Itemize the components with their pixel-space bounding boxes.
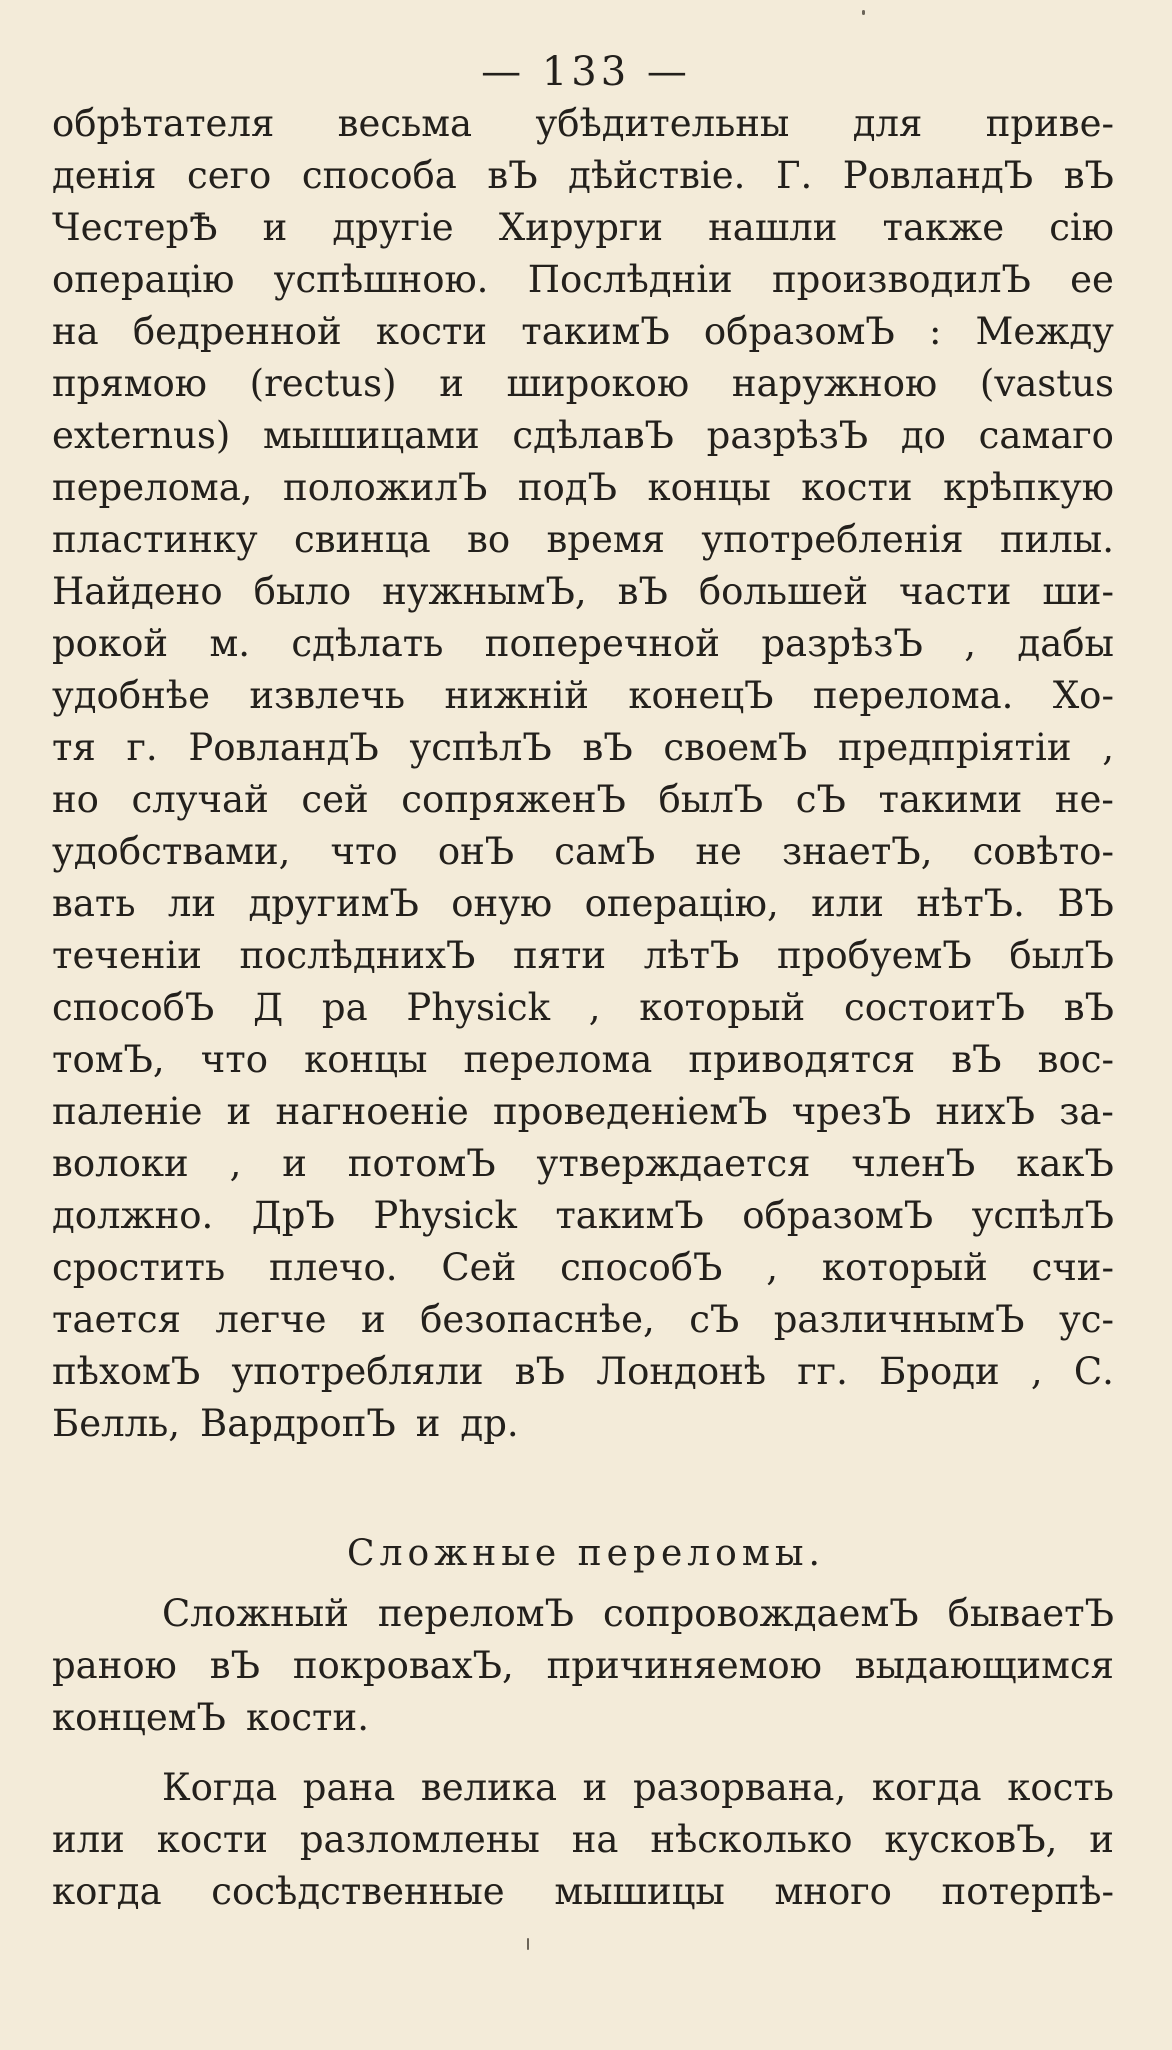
text-line (52, 1866, 1114, 1918)
word: : (928, 310, 942, 353)
word: денія (52, 154, 157, 197)
text-line (52, 514, 1114, 566)
word: было (253, 570, 352, 613)
word: совѣто- (972, 830, 1114, 873)
word: вЪ (514, 1350, 566, 1393)
word: мышицы (554, 1870, 725, 1913)
word: ли (167, 882, 217, 925)
word: конецЪ (628, 674, 774, 717)
word: Когда (162, 1766, 278, 1809)
word: свинца (293, 518, 431, 561)
word: пѣхомЪ (52, 1350, 201, 1393)
word: , (1102, 726, 1114, 769)
word: кусковЪ, (884, 1818, 1058, 1861)
word: самаго (978, 414, 1114, 457)
word: концы (647, 466, 771, 509)
word: вЪ (1063, 986, 1114, 1029)
text-line (52, 670, 1114, 722)
word: Д (253, 986, 284, 1029)
word: что (330, 830, 398, 873)
word: , (229, 1142, 242, 1185)
word: С. (1073, 1350, 1114, 1393)
word: время (546, 518, 666, 561)
text-line (52, 878, 1114, 930)
word: разорвана, (632, 1766, 847, 1809)
word: своемЪ (663, 726, 808, 769)
word: Лондонѣ (596, 1350, 767, 1393)
word: ЧестерѢ (52, 206, 218, 249)
word: волоки (52, 1142, 189, 1185)
word: ВЪ (1057, 882, 1114, 925)
word: такими (878, 778, 1023, 821)
word: кость (1007, 1766, 1114, 1809)
word: сЪ (795, 778, 846, 821)
word: ус- (1059, 1298, 1114, 1341)
text-line (52, 1190, 1114, 1242)
word: удобствами, (52, 830, 291, 873)
word: кости. (245, 1696, 369, 1739)
word: который (821, 1246, 988, 1289)
word: раною (52, 1644, 177, 1687)
word: наружною (731, 362, 938, 405)
page-number: — 133 — (481, 49, 691, 95)
word: и (262, 206, 288, 249)
word: образомЪ (703, 310, 895, 353)
text-line (52, 930, 1114, 982)
word: вЪ (582, 726, 633, 769)
word: счи- (1031, 1246, 1114, 1289)
word: части (899, 570, 1012, 613)
word: во (467, 518, 511, 561)
word: оную (451, 882, 553, 925)
word: Physick (373, 1194, 517, 1237)
word: РовландЪ (842, 154, 1034, 197)
word: легче (215, 1298, 327, 1341)
word: различнымЪ (773, 1298, 1025, 1341)
text-line (52, 150, 1114, 202)
word: прямою (52, 362, 207, 405)
word: сего (187, 154, 272, 197)
word: сопряженЪ (401, 778, 626, 821)
word: и (439, 362, 464, 405)
word: сію (1049, 206, 1114, 249)
word: перелома. (812, 674, 1014, 717)
text-line (52, 826, 1114, 878)
word: состоитЪ (843, 986, 1025, 1029)
word: для (852, 102, 923, 145)
word: вЪ (487, 154, 538, 197)
word: послѣднихЪ (239, 934, 476, 977)
word: вЪ (209, 1644, 260, 1687)
print-speck (527, 1938, 529, 1950)
word: выдающимся (854, 1644, 1114, 1687)
word: Броди (879, 1350, 1000, 1393)
word: дабы (1017, 622, 1114, 665)
word: много (774, 1870, 892, 1913)
text-line (52, 566, 1114, 618)
word: пробуемЪ (777, 934, 972, 977)
word: др. (460, 1402, 519, 1445)
text-line (52, 1398, 1114, 1450)
word: весьма (337, 102, 473, 145)
text-line (52, 1346, 1114, 1398)
word: (rectus) (249, 362, 397, 405)
word: убѣдительны (535, 102, 790, 145)
word: образомЪ (742, 1194, 934, 1237)
word: что (200, 1038, 269, 1081)
word: кости (375, 310, 488, 353)
word: Г. (775, 154, 813, 197)
word: Между (975, 310, 1114, 353)
word: но (52, 778, 99, 821)
word: Physick (406, 986, 551, 1029)
word: и (415, 1402, 441, 1445)
text-line (52, 1762, 1114, 1814)
word: тается (52, 1298, 181, 1341)
text-line (52, 358, 1114, 410)
word: широкою (506, 362, 690, 405)
word: до (900, 414, 946, 457)
word: г. (126, 726, 158, 769)
word: РовландЪ (188, 726, 379, 769)
word: нихЪ (935, 1090, 1036, 1133)
word: кости (801, 466, 913, 509)
text-line (52, 1242, 1114, 1294)
word: случай (131, 778, 269, 821)
word: предпріятіи (838, 726, 1072, 769)
word: также (882, 206, 1005, 249)
word: Сей (441, 1246, 517, 1289)
word: не (695, 830, 742, 873)
word: безопаснѣе, (420, 1298, 655, 1341)
word: велика (420, 1766, 557, 1809)
print-speck (862, 10, 865, 15)
word: употребляли (231, 1350, 484, 1393)
text-line (52, 1294, 1114, 1346)
word: сдѣлать (291, 622, 444, 665)
text-line (52, 1034, 1114, 1086)
word: Найдено (52, 570, 223, 613)
word: на (571, 1818, 619, 1861)
word: подЪ (517, 466, 617, 509)
word: перелома, (52, 466, 253, 509)
word: , (766, 1246, 778, 1289)
word: ДрЪ (251, 1194, 335, 1237)
word: сростить (52, 1246, 226, 1289)
word: Послѣдніи (527, 258, 733, 301)
section-heading: Сложные переломы. (347, 1533, 825, 1574)
text-line (52, 202, 1114, 254)
word: вать (52, 882, 136, 925)
word: , (1030, 1350, 1043, 1393)
word: Хо- (1052, 674, 1114, 717)
word: разрѣзЪ (706, 414, 869, 457)
word: сЪ (689, 1298, 740, 1341)
word: потерпѣ- (941, 1870, 1114, 1913)
word: способЪ (52, 986, 215, 1029)
word: такимЪ (521, 310, 670, 353)
word: успѣлЪ (971, 1194, 1114, 1237)
word: перелома (463, 1038, 653, 1081)
word: паленіе (52, 1090, 203, 1133)
text-line (52, 1640, 1114, 1692)
text-line (52, 462, 1114, 514)
word: приводятся (688, 1038, 916, 1081)
word: операцію, (584, 882, 779, 925)
word: мышицами (263, 414, 480, 457)
word: когда (871, 1766, 982, 1809)
word: самЪ (554, 830, 656, 873)
word: вЪ (951, 1038, 1002, 1081)
word: лѣтЪ (643, 934, 740, 977)
word: и (226, 1090, 252, 1133)
word: нужнымЪ, (382, 570, 587, 613)
word: положилЪ (283, 466, 488, 509)
word: поперечной (484, 622, 720, 665)
word: нижній (444, 674, 589, 717)
word: и (360, 1298, 386, 1341)
word: потомЪ (347, 1142, 496, 1185)
word: переломЪ (377, 1592, 574, 1635)
word: бедренной (132, 310, 342, 353)
word: пилы. (999, 518, 1114, 561)
word: какЪ (1016, 1142, 1114, 1185)
word: когда (52, 1870, 162, 1913)
word: , (588, 986, 601, 1029)
word: теченіи (52, 934, 202, 977)
word: гг. (797, 1350, 848, 1393)
word: дѣйствіе. (568, 154, 746, 197)
word: и (582, 1766, 608, 1809)
word: должно. (52, 1194, 214, 1237)
word: Белль, (52, 1402, 181, 1445)
word: который (639, 986, 806, 1029)
word: онЪ (437, 830, 515, 873)
word: ра (321, 986, 368, 1029)
word: разломлены (299, 1818, 540, 1861)
text-line (52, 410, 1114, 462)
word: сей (301, 778, 369, 821)
text-line (52, 618, 1114, 670)
text-line (52, 98, 1114, 150)
word: кости (156, 1818, 268, 1861)
word: былЪ (1009, 934, 1114, 977)
word: разрѣзЪ (761, 622, 923, 665)
word: операцію (52, 258, 235, 301)
word: концемЪ (52, 1696, 226, 1739)
word: бываетЪ (947, 1592, 1114, 1635)
word: Сложный (162, 1592, 349, 1635)
word: крѣпкую (943, 466, 1114, 509)
word: причиняемою (546, 1644, 822, 1687)
text-line (52, 1138, 1114, 1190)
word: и (1089, 1818, 1114, 1861)
word: сопровождаемЪ (602, 1592, 919, 1635)
word: нашли (708, 206, 838, 249)
text-line (52, 254, 1114, 306)
word: рокой (52, 622, 169, 665)
word: членЪ (851, 1142, 976, 1185)
word: способа (301, 154, 457, 197)
word: удобнѣе (52, 674, 210, 717)
word: не- (1054, 778, 1114, 821)
word: такимЪ (555, 1194, 704, 1237)
word: концы (304, 1038, 428, 1081)
paragraph-large-wound (52, 1762, 1114, 1918)
word: и (282, 1142, 307, 1185)
word: знаетЪ, (782, 830, 933, 873)
word: обрѣтателя (52, 102, 275, 145)
word: употребленія (701, 518, 964, 561)
word: за- (1059, 1090, 1114, 1133)
word: извлечь (249, 674, 406, 717)
text-line (52, 1692, 1114, 1744)
text-line (52, 1588, 1114, 1640)
word: пяти (512, 934, 607, 977)
word: другіе (332, 206, 454, 249)
word: чрезЪ (791, 1090, 912, 1133)
word: м. (209, 622, 250, 665)
word: успѣлЪ (409, 726, 552, 769)
word: покровахЪ, (292, 1644, 514, 1687)
word: другимЪ (248, 882, 419, 925)
word: ши- (1042, 570, 1114, 613)
word: большей (698, 570, 869, 613)
word: или (52, 1818, 125, 1861)
text-line (52, 722, 1114, 774)
text-line (52, 982, 1114, 1034)
word: плечо. (268, 1246, 398, 1289)
text-line (52, 774, 1114, 826)
word: утверждается (536, 1142, 811, 1185)
word: вос- (1037, 1038, 1114, 1081)
word: успѣшною. (273, 258, 489, 301)
word: былЪ (658, 778, 764, 821)
word: пластинку (52, 518, 258, 561)
word: рана (302, 1766, 396, 1809)
word: сдѣлавЪ (512, 414, 674, 457)
word: производилЪ (771, 258, 1031, 301)
word: нѣсколько (650, 1818, 853, 1861)
text-line (52, 306, 1114, 358)
word: тя (52, 726, 96, 769)
word: проведеніемЪ (492, 1090, 768, 1133)
word: на (52, 310, 99, 353)
word: externus) (52, 414, 231, 457)
word: вЪ (1063, 154, 1114, 197)
word: приве- (985, 102, 1114, 145)
word: , (964, 622, 977, 665)
word: томЪ, (52, 1038, 165, 1081)
word: (vastus (979, 362, 1114, 405)
word: сосѣдственные (211, 1870, 505, 1913)
word: вЪ (617, 570, 668, 613)
text-line (52, 1086, 1114, 1138)
paragraph-compound-fracture-definition (52, 1588, 1114, 1744)
word: ВардропЪ (200, 1402, 396, 1445)
text-line (52, 1814, 1114, 1866)
word: нѣтЪ. (916, 882, 1025, 925)
word: способЪ (560, 1246, 723, 1289)
word: или (811, 882, 884, 925)
word: Хирурги (498, 206, 663, 249)
word: нагноеніе (275, 1090, 469, 1133)
main-text-block (52, 98, 1114, 1450)
word: ее (1070, 258, 1114, 301)
